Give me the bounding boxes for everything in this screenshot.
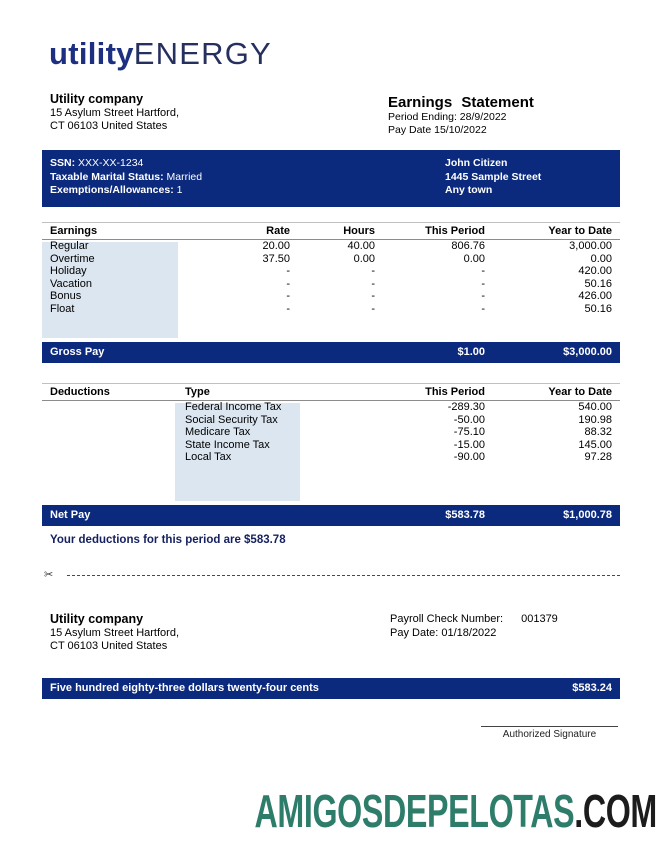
earnings-row-hours: -	[371, 302, 375, 315]
deduction-ytd: 540.00	[578, 401, 612, 413]
company-logo	[49, 36, 272, 72]
deduction-ytd: 97.28	[584, 451, 612, 464]
deduction-type: Local Tax	[185, 451, 232, 464]
earnings-row-label: Regular	[50, 240, 89, 252]
earnings-row-label: Holiday	[50, 265, 87, 278]
deduction-type: Medicare Tax	[185, 426, 251, 439]
company-address-top	[50, 91, 179, 133]
earnings-header-label: Earnings	[50, 225, 98, 237]
cut-line	[44, 570, 620, 581]
company-address-line1: 15 Asylum Street Hartford,	[50, 107, 179, 119]
earnings-row-hours: -	[371, 265, 375, 278]
deduction-this-period: -75.10	[453, 426, 485, 439]
earnings-row-ytd: 426.00	[578, 290, 612, 303]
company-address-line2: CT 06103 United States	[50, 640, 168, 652]
deduction-type: Social Security Tax	[185, 413, 278, 426]
payroll-check-label: Payroll Check Number:	[390, 613, 504, 625]
ssn-line	[50, 157, 202, 171]
gross-pay-label: Gross Pay	[50, 346, 105, 358]
table-row	[42, 265, 620, 278]
earnings-row-label: Vacation	[50, 277, 92, 290]
marital-value: Married	[166, 170, 203, 183]
company-name: Utility company	[50, 92, 144, 106]
company-address-line1: 15 Asylum Street Hartford,	[50, 627, 179, 639]
statement-title: Earnings Statement	[388, 94, 534, 111]
deductions-header-type: Type	[185, 386, 210, 398]
net-pay-ytd: $1,000.78	[563, 509, 612, 521]
earnings-row-hours: 40.00	[347, 240, 375, 252]
earnings-row-rate: -	[286, 277, 290, 290]
earnings-row-hours: -	[371, 277, 375, 290]
earnings-row-label: Float	[50, 302, 75, 315]
statement-header	[388, 94, 534, 136]
earnings-row-this-period: -	[481, 302, 485, 315]
deductions-header-this-period: This Period	[425, 386, 485, 398]
amount-in-words: Five hundred eighty-three dollars twenty-four cents	[50, 682, 319, 694]
deduction-this-period: -15.00	[453, 438, 485, 451]
deduction-type: State Income Tax	[185, 438, 270, 451]
deduction-this-period: -90.00	[453, 451, 485, 464]
deduction-ytd: 145.00	[578, 438, 612, 451]
period-ending: Period Ending: 28/9/2022	[388, 111, 507, 123]
payroll-check-line	[390, 612, 558, 626]
gross-pay-ytd: $3,000.00	[563, 346, 612, 358]
deduction-this-period: -50.00	[453, 413, 485, 426]
gross-pay-this-period: $1.00	[457, 346, 485, 358]
pay-date: Pay Date 15/10/2022	[388, 123, 487, 136]
net-pay-this-period: $583.78	[445, 509, 485, 521]
company-address-bottom	[50, 611, 179, 653]
employee-city: Any town	[445, 184, 493, 196]
amount-words-bar	[42, 678, 620, 699]
earnings-row-label: Bonus	[50, 290, 82, 303]
table-row	[42, 278, 620, 291]
earnings-row-this-period: 0.00	[463, 252, 485, 265]
site-watermark	[255, 784, 657, 838]
dashed-line	[67, 575, 620, 576]
deductions-table-header	[42, 383, 620, 401]
employee-info-box	[42, 150, 620, 207]
gross-pay-bar	[42, 342, 620, 363]
deduction-ytd: 190.98	[578, 413, 612, 426]
exemptions-value: 1	[176, 184, 183, 196]
marital-line	[50, 171, 202, 185]
watermark-main: AMIGOSDEPELOTAS	[254, 785, 575, 837]
deductions-table	[42, 383, 620, 464]
exemptions-line	[50, 184, 202, 198]
table-row	[42, 451, 620, 464]
table-row	[42, 240, 620, 253]
employee-tax-info	[50, 157, 202, 198]
scissors-icon: ✂	[44, 569, 54, 581]
earnings-row-rate: 20.00	[262, 240, 290, 252]
table-row	[42, 290, 620, 303]
earnings-row-label: Overtime	[50, 252, 95, 265]
company-address-line2: CT 06103 United States	[50, 120, 168, 132]
earnings-row-rate: -	[286, 290, 290, 303]
earnings-row-hours: -	[371, 290, 375, 303]
logo-word-energy: ENERGY	[133, 36, 272, 71]
employee-name: John Citizen	[445, 157, 508, 169]
earnings-header-rate: Rate	[266, 225, 290, 237]
earnings-row-this-period: 806.76	[451, 240, 485, 252]
marital-label: Taxable Marital Status:	[50, 170, 164, 183]
deduction-type: Federal Income Tax	[185, 401, 282, 413]
earnings-header-ytd: Year to Date	[548, 225, 612, 237]
earnings-table-header	[42, 222, 620, 240]
ssn-value: XXX-XX-1234	[78, 157, 144, 169]
payroll-check-info	[390, 612, 558, 640]
earnings-row-ytd: 50.16	[584, 302, 612, 315]
check-pay-date: Pay Date: 01/18/2022	[390, 627, 497, 639]
earnings-row-ytd: 420.00	[578, 265, 612, 278]
deductions-note: Your deductions for this period are $583.78	[50, 534, 286, 546]
earnings-row-ytd: 3,000.00	[569, 240, 612, 252]
employee-address	[445, 157, 541, 198]
table-row	[42, 426, 620, 439]
earnings-row-ytd: 50.16	[584, 277, 612, 290]
watermark-suffix: .COM	[574, 785, 657, 837]
earnings-row-rate: 37.50	[262, 252, 290, 265]
deduction-ytd: 88.32	[584, 426, 612, 439]
employee-street: 1445 Sample Street	[445, 170, 542, 183]
table-row	[42, 303, 620, 316]
table-row	[42, 401, 620, 414]
net-pay-label: Net Pay	[50, 509, 91, 521]
company-name: Utility company	[50, 612, 144, 626]
earnings-row-this-period: -	[481, 277, 485, 290]
payroll-check-number: 001379	[521, 613, 558, 625]
deductions-header-ytd: Year to Date	[548, 386, 612, 398]
earnings-header-hours: Hours	[343, 225, 375, 237]
earnings-header-this-period: This Period	[425, 225, 485, 237]
net-pay-bar	[42, 505, 620, 526]
authorized-signature: Authorized Signature	[481, 726, 618, 740]
earnings-row-hours: 0.00	[353, 252, 375, 265]
table-row	[42, 253, 620, 266]
earnings-row-this-period: -	[481, 265, 485, 278]
ssn-label: SSN:	[50, 157, 76, 169]
logo-word-utility: utility	[49, 36, 134, 71]
earnings-row-rate: -	[286, 302, 290, 315]
deductions-header-label: Deductions	[50, 386, 110, 398]
earnings-row-this-period: -	[481, 290, 485, 303]
earnings-table	[42, 222, 620, 316]
table-row	[42, 414, 620, 427]
table-row	[42, 439, 620, 452]
exemptions-label: Exemptions/Allowances:	[50, 184, 174, 196]
deduction-this-period: -289.30	[447, 401, 485, 413]
earnings-row-ytd: 0.00	[590, 252, 612, 265]
earnings-row-rate: -	[286, 265, 290, 278]
amount-numeric: $583.24	[572, 682, 612, 694]
